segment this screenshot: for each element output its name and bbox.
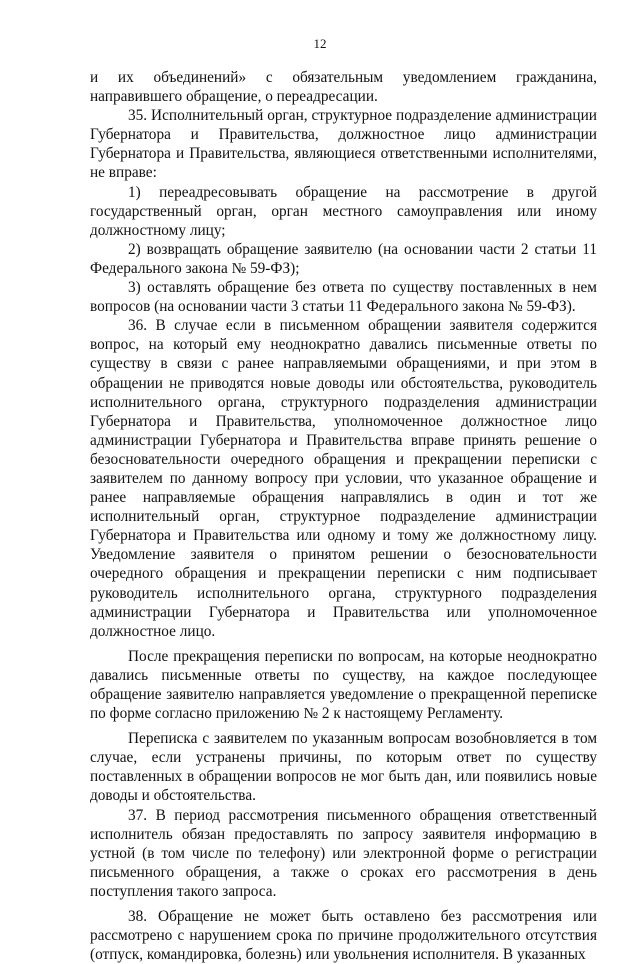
paragraph-item-37: 37. В период рассмотрения письменного обращения ответственный исполнитель обязан предоставлять по запросу заявителя информацию в устной (в том числе по телефону) или электронной форме о регистрации письменного обращения, а также о сроках его рассмотрения в день поступления такого запроса. [90,806,597,900]
paragraph-subitem-2: 2) возвращать обращение заявителю (на основании части 2 статьи 11 Федерального закона № 59-ФЗ); [90,240,597,277]
page-number: 12 [313,36,327,51]
paragraph-subitem-1: 1) переадресовывать обращение на рассмотрение в другой государственный орган, орган местного самоуправления или иному должностному лицу; [90,183,597,239]
paragraph-subitem-3: 3) оставлять обращение без ответа по существу поставленных в нем вопросов (на основании части 3 статьи 11 Федерального закона № 59-ФЗ). [90,279,597,316]
paragraph-correspondence-resumed: Переписка с заявителем по указанным вопросам возобновляется в том случае, если устранены причины, по которым ответ по существу поставленных в обращении вопросов не мог быть дан, или появились новые доводы и обстоятельства. [90,730,597,805]
paragraph-continuation: и их объединений» с обязательным уведомлением гражданина, направившего обращение, о переадресации. [90,69,597,106]
document-body [90,68,597,964]
paragraph-after-termination: После прекращения переписки по вопросам, на которые неоднократно давались письменные ответы по существу, на каждое последующее обращение заявителю направляется уведомление о прекращенной переписке по форме согласно приложению № 2 к настоящему Регламенту. [90,647,597,723]
paragraph-item-35: 35. Исполнительный орган, структурное подразделение администрации Губернатора и Правительства, должностное лицо администрации Губернатора и Правительства, являющиеся ответственными исполнителями, не вправе: [90,107,597,182]
paragraph-item-36: 36. В случае если в письменном обращении заявителя содержится вопрос, на который ему неоднократно давались письменные ответы по существу в связи с ранее направляемыми обращениями, и при этом в обращении не приводятся новые доводы или обстоятельства, руководитель исполнительного органа, структурного подразделения администрации Губернатора и Правительства, уполномоченное должностное лицо администрации Губернатора и Правительства вправе принять решение о безосновательности очередного обращения и прекращении переписки с заявителем по данному вопросу при условии, что указанное обращение и ранее направляемые обращения направлялись в один и тот же исполнительный орган, структурное подразделение администрации Губернатора и Правительства или одному и тому же должностному лицу. Уведомление заявителя о принятом решении о безосновательности очередного обращения и прекращении переписки с ним подписывает руководитель исполнительного органа, структурного подразделения администрации Губернатора и Правительства или уполномоченное должностное лицо. [90,317,597,640]
paragraph-item-38: 38. Обращение не может быть оставлено без рассмотрения или рассмотрено с нарушением срока по причине продолжительного отсутствия (отпуск, командировка, болезнь) или увольнения исполнителя. В указанных [90,908,597,964]
